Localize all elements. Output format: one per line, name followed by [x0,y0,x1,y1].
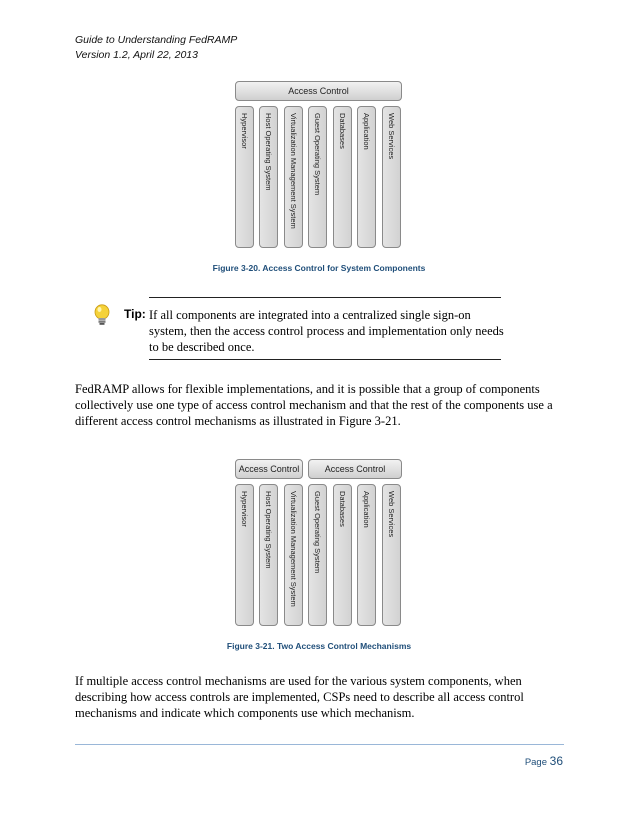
access-control-box: Access Control [235,81,402,101]
body-paragraph: FedRAMP allows for flexible implementations, and it is possible that a group of components collectively use one type of access control mechanism and that the rest of the components use a different access control mechanisms as illustrated in Figure 3-21. [75,382,553,428]
header-version: Version 1.2, April 22, 2013 [75,49,198,61]
tip-divider-top [149,297,501,298]
running-header [75,33,237,63]
component-application: Application [357,484,376,626]
component-virtualization-mgmt: Virtualization Management System [284,106,303,248]
component-web-services: Web Services [382,484,401,626]
lightbulb-icon [94,304,110,331]
component-web-services: Web Services [382,106,401,248]
component-guest-os: Guest Operating System [308,484,327,626]
component-host-os: Host Operating System [259,484,278,626]
component-guest-os: Guest Operating System [308,106,327,248]
access-control-box-right: Access Control [308,459,402,479]
component-virtualization-mgmt: Virtualization Management System [284,484,303,626]
component-application: Application [357,106,376,248]
tip-label: Tip: [124,307,146,321]
footer-divider [75,744,564,745]
page-label: Page [524,757,547,768]
access-control-box-left: Access Control [235,459,303,479]
component-hypervisor: Hypervisor [235,484,254,626]
tip-divider-bottom [149,359,501,360]
component-databases: Databases [333,484,352,626]
figure-caption: Figure 3-20. Access Control for System Components [212,263,426,273]
component-databases: Databases [333,106,352,248]
header-title: Guide to Understanding FedRAMP [75,34,238,46]
body-paragraph: If multiple access control mechanisms are used for the various system components, when describing how access controls are implemented, CSPs need to describe all access control mechanisms and indicate which components use which mechanism. [75,674,524,720]
page-number-value: 36 [549,754,563,768]
tip-text: If all components are integrated into a centralized single sign-on system, then the access control process and implementation only needs to be described once. [149,308,504,354]
page-number [525,754,563,768]
component-host-os: Host Operating System [259,106,278,248]
component-hypervisor: Hypervisor [235,106,254,248]
figure-caption: Figure 3-21. Two Access Control Mechanisms [226,641,412,651]
